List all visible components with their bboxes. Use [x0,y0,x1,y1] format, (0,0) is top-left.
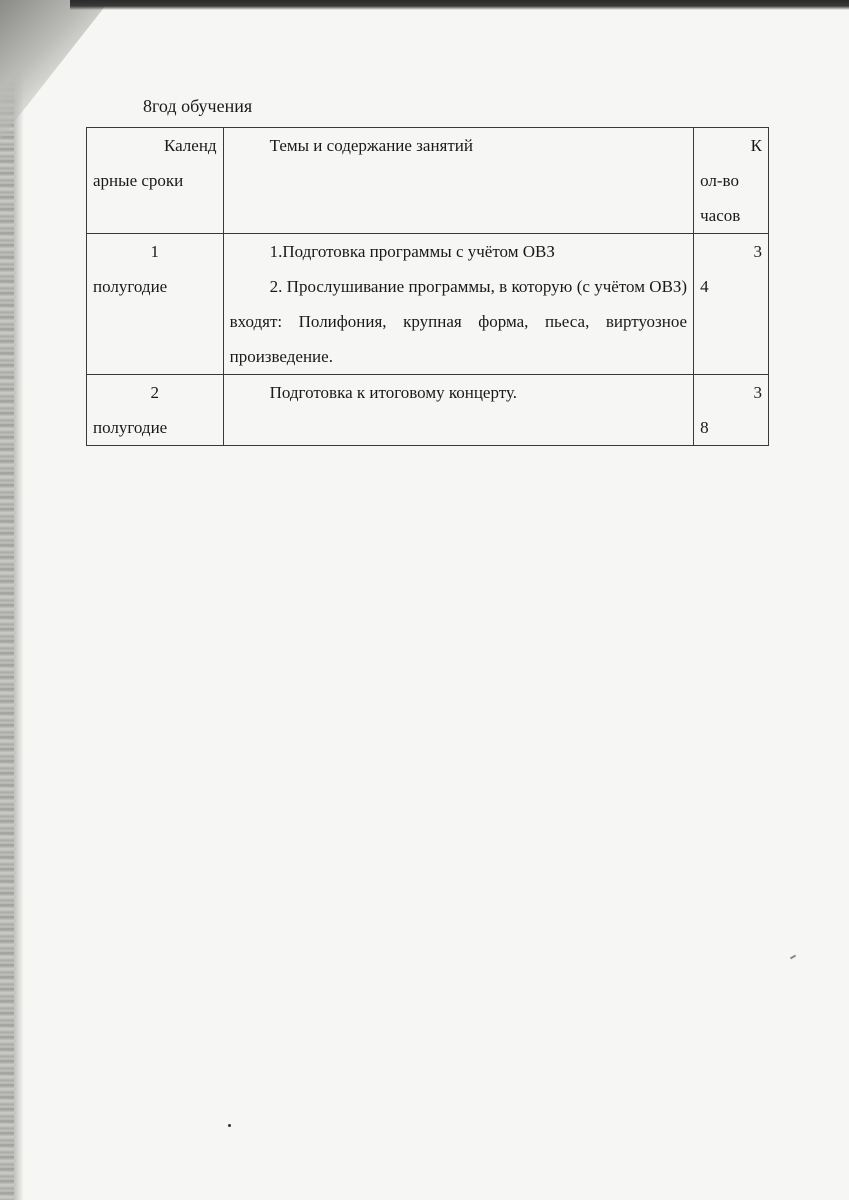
table-row [87,375,769,446]
hours-digit-2: 8 [700,418,709,437]
content-cell [223,375,694,446]
header-calendar-line-1: Календ [164,136,217,155]
hours-digit-1: 3 [753,242,762,261]
content-item: Подготовка к итоговому концерту. [269,383,518,402]
header-hours-line-2: ол-во [700,171,739,190]
period-label: полугодие [93,418,168,437]
period-label: полугодие [93,277,168,296]
period-number: 2 [150,383,160,402]
hours-cell [694,234,769,375]
hours-cell [694,375,769,446]
header-calendar-line-2: арные сроки [93,171,184,190]
header-hours-line-3: часов [700,206,741,225]
content-item: 1.Подготовка программы с учётом ОВЗ [269,242,555,261]
hours-digit-1: 3 [753,383,762,402]
scan-edge-fade [14,0,24,1200]
hours-digit-2: 4 [700,277,709,296]
scan-corner-fold [0,0,110,140]
scan-speck [228,1124,231,1127]
period-number: 1 [150,242,160,261]
content-item: 2. Прослушивание программы, в которую (с учётом ОВЗ) входят: Полифония, крупная форма, пьеса, виртуозное произведение. [229,277,688,366]
header-topics-cell [223,128,694,234]
header-hours-cell [694,128,769,234]
period-cell [87,375,224,446]
header-calendar-cell [87,128,224,234]
table-row [87,234,769,375]
table-header-row [87,128,769,234]
study-plan-table [86,127,769,446]
content-cell [223,234,694,375]
scan-speck [790,955,796,960]
page-title: 8год обучения [143,96,253,116]
scan-edge-shadow [0,0,14,1200]
header-topics-label: Темы и содержание занятий [269,136,473,155]
scan-top-border [70,0,849,10]
period-cell [87,234,224,375]
header-hours-line-1: К [750,136,762,155]
